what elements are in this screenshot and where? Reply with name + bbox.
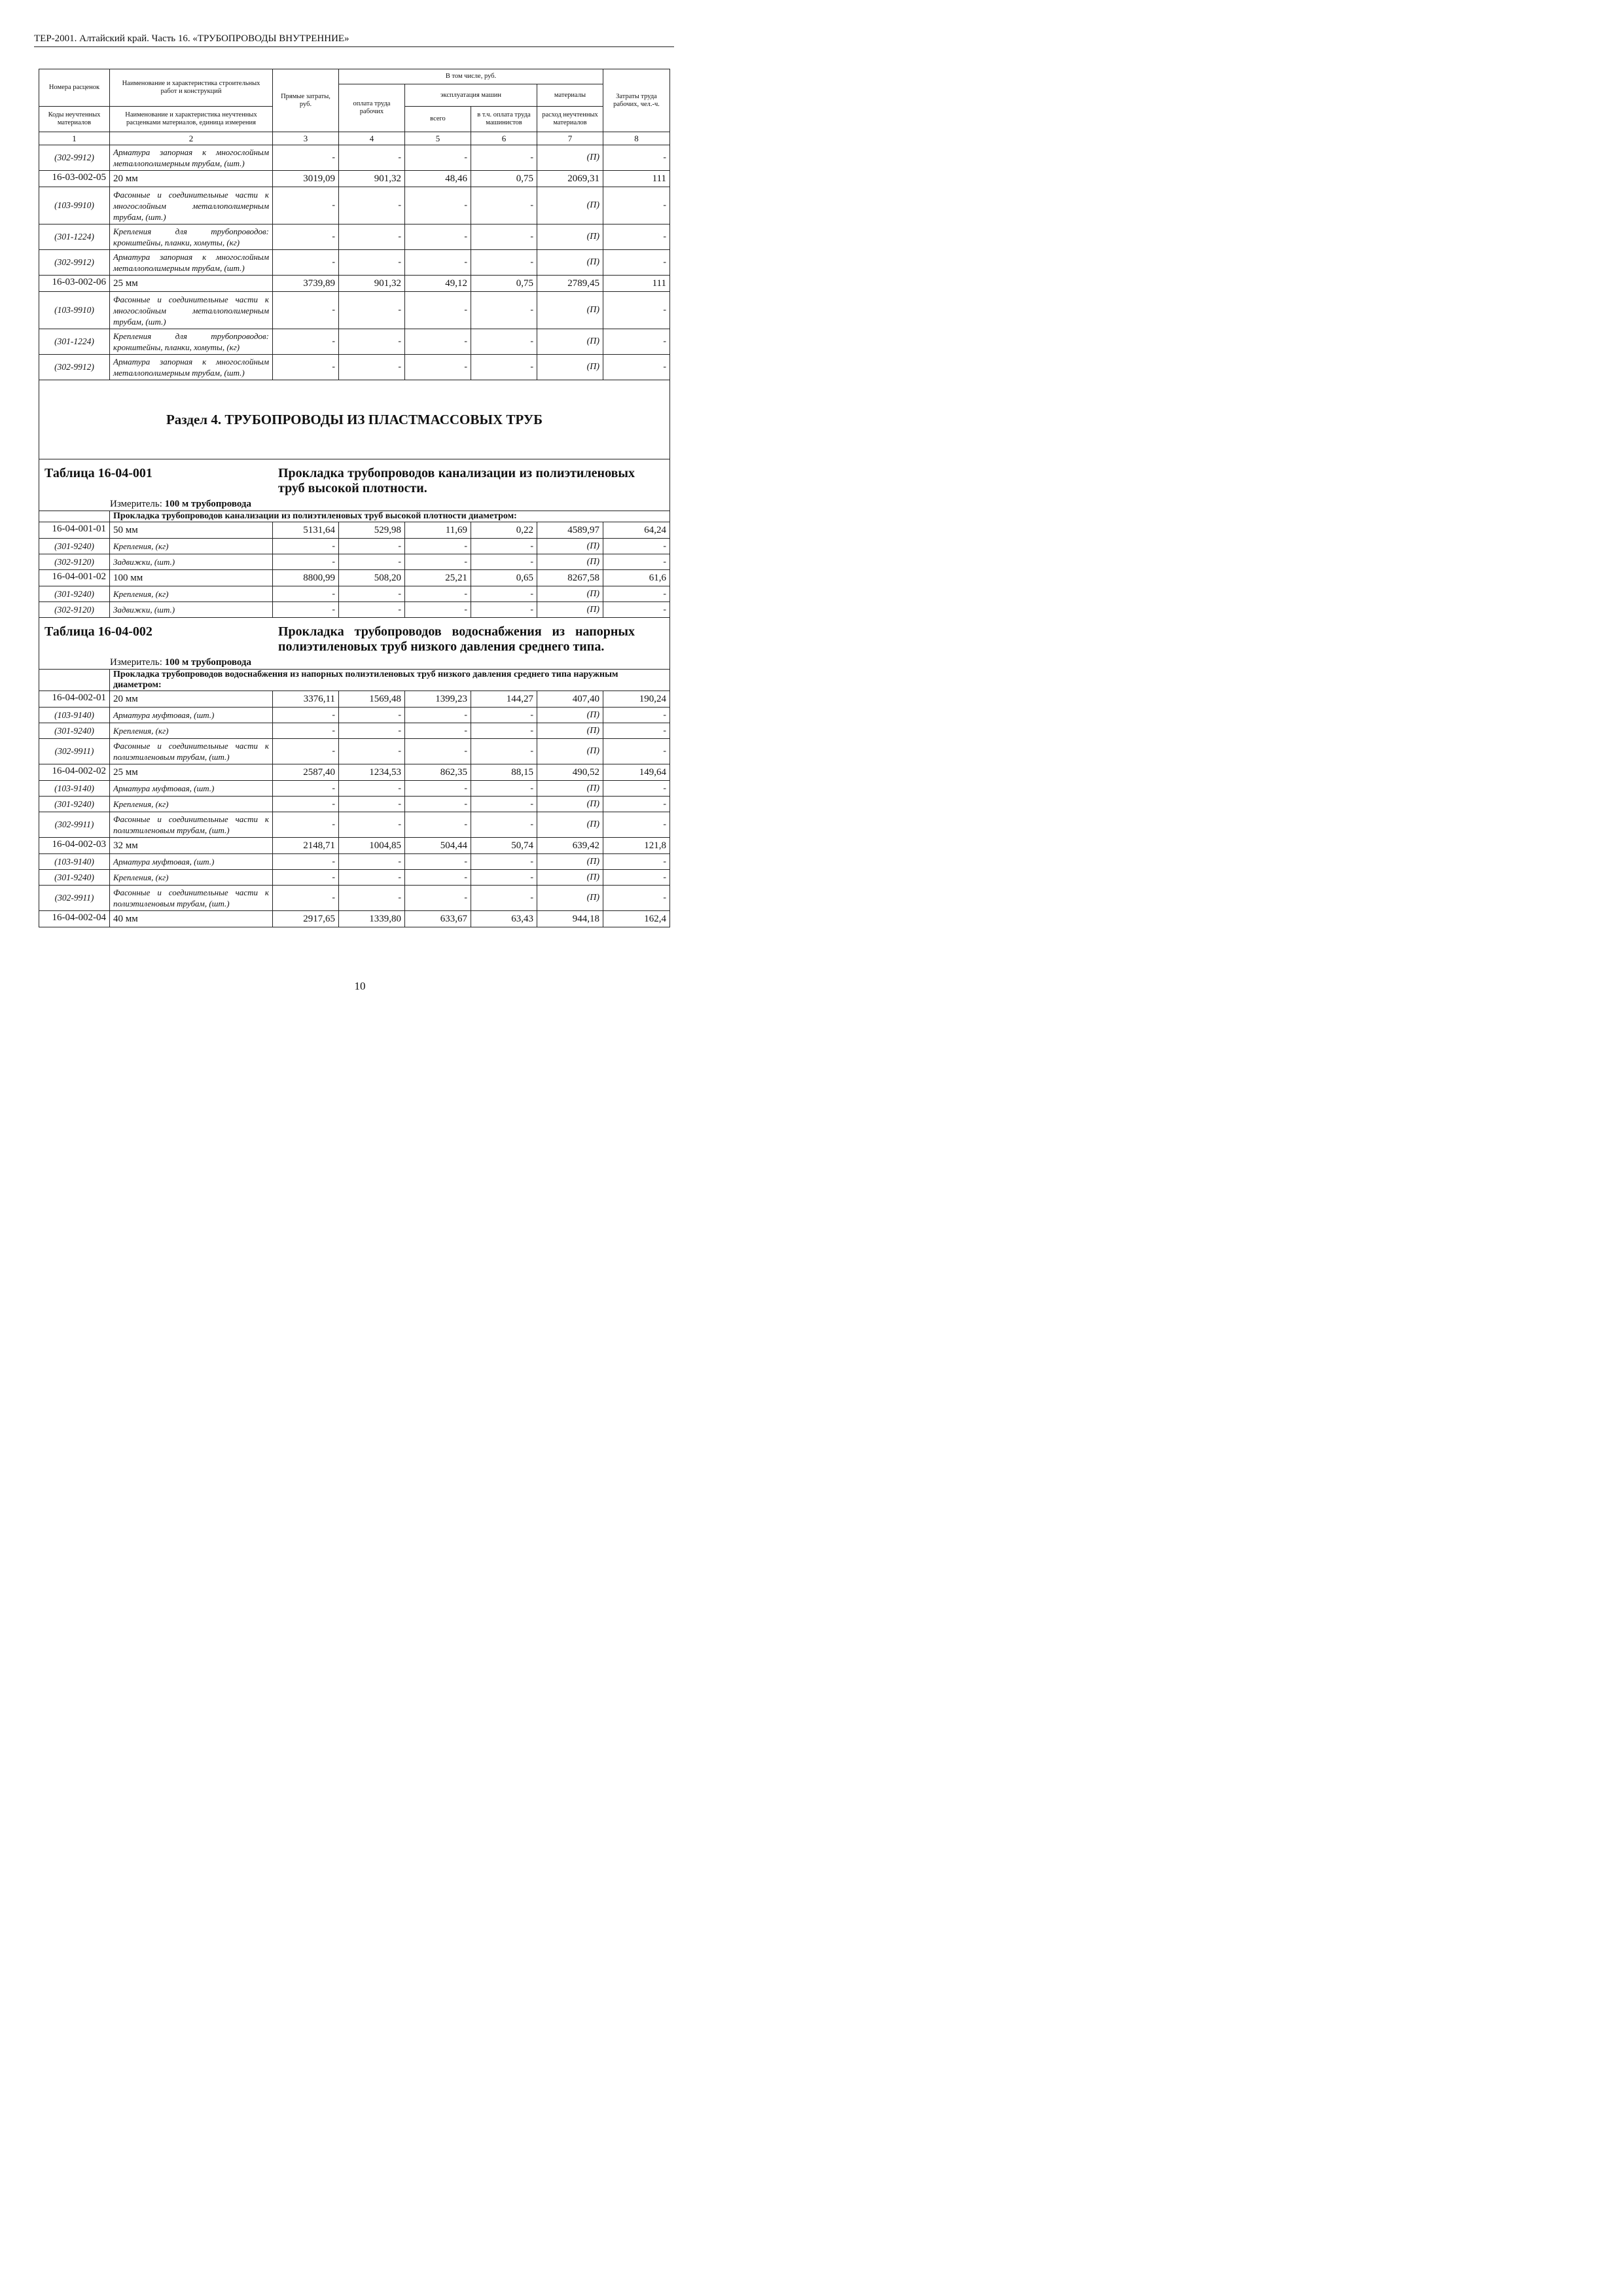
rate-value: 64,24 [603,522,670,539]
material-value: (П) [537,708,603,723]
material-value: - [339,224,405,250]
rate-value: 0,75 [471,276,537,292]
material-value: - [339,797,405,812]
material-value: - [339,723,405,739]
material-value: - [405,870,471,886]
material-name: Фасонные и соединительные части к полиэтиленовым трубам, (шт.) [110,812,273,838]
material-value: - [471,870,537,886]
table-heading [39,624,669,655]
material-value: - [339,708,405,723]
measure-label: Измеритель: [110,657,162,668]
rate-name: 20 мм [110,691,273,708]
rate-row [39,764,670,781]
material-value: - [273,812,339,838]
material-row [39,708,670,723]
rate-value: 1234,53 [339,764,405,781]
header-material-name: Наименование и характеристика неучтенных расценками материалов, единица измерения [110,107,273,132]
material-name: Арматура муфтовая, (шт.) [110,708,273,723]
material-row [39,224,670,250]
rate-code: 16-04-002-02 [39,764,110,781]
material-value: - [405,812,471,838]
material-row [39,292,670,329]
table-heading [39,466,669,496]
rate-value: 1399,23 [405,691,471,708]
material-value: - [405,187,471,224]
rate-value: 3376,11 [273,691,339,708]
rate-row [39,911,670,927]
header-labor: Затраты труда рабочих, чел.-ч. [603,69,670,132]
material-value: - [471,586,537,602]
material-value: (П) [537,812,603,838]
header-incl-rub: В том числе, руб. [339,69,603,84]
header-machine-total: всего [405,107,471,132]
material-value: - [339,854,405,870]
header-rate-no: Номера расценок [39,69,110,107]
rate-code: 16-04-001-01 [39,522,110,539]
rate-value: 862,35 [405,764,471,781]
table-measure [39,499,669,510]
material-value: - [603,854,670,870]
header-direct-costs: Прямые затраты, руб. [273,69,339,132]
rate-value: 61,6 [603,570,670,586]
rates-table [39,69,670,927]
group-left-cell [39,511,110,522]
rate-value: 144,27 [471,691,537,708]
material-value: - [603,586,670,602]
rate-name: 25 мм [110,764,273,781]
material-value: - [339,355,405,380]
material-value: (П) [537,539,603,554]
material-row [39,886,670,911]
rate-value: 2069,31 [537,171,603,187]
material-value: - [405,292,471,329]
rate-value: 111 [603,171,670,187]
rate-name: 25 мм [110,276,273,292]
material-name: Арматура запорная к многослойным металлополимерным трубам, (шт.) [110,145,273,171]
col-number: 2 [110,132,273,145]
material-code: (301-9240) [39,586,110,602]
material-value: - [339,292,405,329]
page-number: 10 [354,980,366,992]
material-value: - [471,329,537,355]
table-title-block [39,618,670,670]
measure-value: 100 м трубопровода [164,657,251,668]
measure-label: Измеритель: [110,499,162,509]
rate-name: 100 мм [110,570,273,586]
col-number: 8 [603,132,670,145]
material-value: - [339,250,405,276]
material-value: - [405,602,471,618]
material-value: - [273,797,339,812]
material-value: - [273,292,339,329]
material-row [39,602,670,618]
rate-code: 16-04-001-02 [39,570,110,586]
rate-value: 529,98 [339,522,405,539]
group-left-cell [39,670,110,691]
material-value: - [471,554,537,570]
material-value: - [405,723,471,739]
material-code: (301-9240) [39,870,110,886]
material-value: (П) [537,250,603,276]
material-code: (302-9912) [39,250,110,276]
material-value: - [273,870,339,886]
material-value: - [603,797,670,812]
material-value: - [603,870,670,886]
rate-value: 633,67 [405,911,471,927]
rate-value: 639,42 [537,838,603,854]
material-value: - [273,781,339,797]
rate-row [39,522,670,539]
material-row [39,554,670,570]
material-value: - [405,554,471,570]
col-number: 5 [405,132,471,145]
rate-name: 40 мм [110,911,273,927]
material-value: - [339,539,405,554]
material-name: Арматура запорная к многослойным металлополимерным трубам, (шт.) [110,355,273,380]
rate-row [39,838,670,854]
material-value: (П) [537,854,603,870]
table-title: Прокладка трубопроводов водоснабжения из напорных полиэтиленовых труб низкого давления среднего типа. [278,624,635,654]
material-code: (302-9911) [39,739,110,764]
material-code: (301-9240) [39,539,110,554]
rate-value: 25,21 [405,570,471,586]
material-value: - [273,708,339,723]
rate-code: 16-04-002-03 [39,838,110,854]
material-name: Фасонные и соединительные части к полиэтиленовым трубам, (шт.) [110,886,273,911]
material-value: - [471,886,537,911]
rate-value: 0,65 [471,570,537,586]
material-row [39,870,670,886]
header-codes: Коды неучтенных материалов [39,107,110,132]
col-number: 1 [39,132,110,145]
rate-value: 0,75 [471,171,537,187]
material-row [39,739,670,764]
rate-value: 162,4 [603,911,670,927]
rate-name: 32 мм [110,838,273,854]
header-machine-ops: эксплуатация машин [405,84,537,107]
material-code: (301-9240) [39,723,110,739]
material-value: - [471,355,537,380]
material-value: - [273,739,339,764]
material-value: (П) [537,797,603,812]
material-value: - [273,224,339,250]
material-value: - [405,708,471,723]
material-value: - [273,145,339,171]
material-row [39,329,670,355]
rate-value: 0,22 [471,522,537,539]
rate-value: 49,12 [405,276,471,292]
table-measure [39,657,669,668]
material-value: - [471,812,537,838]
material-code: (103-9140) [39,854,110,870]
material-name: Крепления для трубопроводов: кронштейны, планки, хомуты, (кг) [110,329,273,355]
material-value: - [405,781,471,797]
material-row [39,355,670,380]
material-name: Крепления, (кг) [110,870,273,886]
material-value: - [273,586,339,602]
material-value: - [471,797,537,812]
material-row [39,539,670,554]
group-title: Прокладка трубопроводов водоснабжения из напорных полиэтиленовых труб низкого давления среднего типа наружным диаметром: [110,670,670,691]
material-value: - [603,781,670,797]
material-value: - [471,224,537,250]
rate-value: 2917,65 [273,911,339,927]
header-materials: материалы [537,84,603,107]
rate-row [39,171,670,187]
rate-value: 1004,85 [339,838,405,854]
rate-value: 88,15 [471,764,537,781]
rate-value: 508,20 [339,570,405,586]
table-title-block [39,459,670,511]
material-value: (П) [537,329,603,355]
rate-row [39,276,670,292]
material-name: Крепления, (кг) [110,797,273,812]
material-name: Крепления для трубопроводов: кронштейны, планки, хомуты, (кг) [110,224,273,250]
material-name: Задвижки, (шт.) [110,554,273,570]
rate-value: 149,64 [603,764,670,781]
material-value: - [603,554,670,570]
rate-value: 944,18 [537,911,603,927]
rate-value: 3739,89 [273,276,339,292]
material-value: (П) [537,886,603,911]
material-value: (П) [537,723,603,739]
material-name: Арматура запорная к многослойным металлополимерным трубам, (шт.) [110,250,273,276]
rate-value: 1569,48 [339,691,405,708]
table-title: Прокладка трубопроводов канализации из полиэтиленовых труб высокой плотности. [278,466,635,495]
rate-value: 407,40 [537,691,603,708]
material-value: - [339,329,405,355]
material-value: - [471,739,537,764]
material-value: - [471,854,537,870]
material-code: (302-9911) [39,812,110,838]
material-value: - [471,250,537,276]
material-value: - [603,886,670,911]
group-row [39,511,670,522]
material-value: - [339,739,405,764]
header-work-name: Наименование и характеристика строительных работ и конструкций [110,69,273,107]
rate-value: 121,8 [603,838,670,854]
material-value: - [339,781,405,797]
material-name: Фасонные и соединительные части к многослойным металлополимерным трубам, (шт.) [110,292,273,329]
material-code: (103-9140) [39,708,110,723]
material-value: - [471,187,537,224]
material-value: - [603,187,670,224]
material-value: - [339,886,405,911]
material-value: - [603,739,670,764]
rate-value: 901,32 [339,276,405,292]
col-number: 3 [273,132,339,145]
material-value: - [405,797,471,812]
material-value: - [471,723,537,739]
rate-value: 2789,45 [537,276,603,292]
rate-row [39,691,670,708]
col-number: 6 [471,132,537,145]
material-value: - [339,586,405,602]
material-value: - [339,554,405,570]
rate-value: 2148,71 [273,838,339,854]
measure-value: 100 м трубопровода [164,499,251,509]
rate-value: 504,44 [405,838,471,854]
material-value: (П) [537,187,603,224]
material-value: - [339,145,405,171]
rate-code: 16-03-002-06 [39,276,110,292]
rate-value: 190,24 [603,691,670,708]
material-code: (103-9910) [39,187,110,224]
material-value: (П) [537,870,603,886]
material-value: - [405,224,471,250]
rate-value: 8800,99 [273,570,339,586]
material-code: (301-1224) [39,329,110,355]
material-code: (302-9912) [39,355,110,380]
material-value: - [405,586,471,602]
material-value: - [603,723,670,739]
material-value: (П) [537,781,603,797]
rate-value: 901,32 [339,171,405,187]
rate-value: 490,52 [537,764,603,781]
rate-code: 16-03-002-05 [39,171,110,187]
material-value: (П) [537,145,603,171]
material-code: (103-9910) [39,292,110,329]
table-label: Таблица 16-04-001 [45,466,152,480]
material-value: (П) [537,739,603,764]
rate-code: 16-04-002-04 [39,911,110,927]
material-value: (П) [537,292,603,329]
material-name: Арматура муфтовая, (шт.) [110,781,273,797]
material-code: (301-9240) [39,797,110,812]
material-name: Крепления, (кг) [110,723,273,739]
material-value: - [603,602,670,618]
material-value: - [471,292,537,329]
material-value: - [273,355,339,380]
material-value: (П) [537,586,603,602]
table-label: Таблица 16-04-002 [45,624,152,639]
material-value: - [339,187,405,224]
material-row [39,145,670,171]
rate-value: 4589,97 [537,522,603,539]
material-code: (103-9140) [39,781,110,797]
group-row [39,670,670,691]
material-value: - [273,602,339,618]
rate-value: 63,43 [471,911,537,927]
rate-value: 2587,40 [273,764,339,781]
material-value: - [603,708,670,723]
group-title: Прокладка трубопроводов канализации из полиэтиленовых труб высокой плотности диаметром: [110,511,670,522]
material-code: (302-9120) [39,554,110,570]
material-value: - [471,145,537,171]
material-row [39,250,670,276]
material-name: Арматура муфтовая, (шт.) [110,854,273,870]
rate-value: 5131,64 [273,522,339,539]
rate-name: 20 мм [110,171,273,187]
rate-value: 111 [603,276,670,292]
material-value: - [603,539,670,554]
header-material-usage: расход неучтенных материалов [537,107,603,132]
material-value: (П) [537,602,603,618]
material-value: - [405,854,471,870]
material-code: (302-9912) [39,145,110,171]
material-value: - [471,708,537,723]
rate-value: 48,46 [405,171,471,187]
material-value: - [603,812,670,838]
material-name: Фасонные и соединительные части к полиэтиленовым трубам, (шт.) [110,739,273,764]
material-code: (301-1224) [39,224,110,250]
material-row [39,854,670,870]
material-value: - [273,723,339,739]
material-value: - [273,187,339,224]
material-value: - [471,539,537,554]
material-value: - [273,854,339,870]
material-value: - [471,602,537,618]
material-value: - [273,329,339,355]
material-row [39,812,670,838]
material-value: - [603,292,670,329]
material-value: - [471,781,537,797]
material-value: - [273,250,339,276]
material-value: - [603,250,670,276]
rate-name: 50 мм [110,522,273,539]
material-value: - [405,355,471,380]
section-title: Раздел 4. ТРУБОПРОВОДЫ ИЗ ПЛАСТМАССОВЫХ ТРУБ [39,380,670,459]
rate-value: 8267,58 [537,570,603,586]
rate-row [39,570,670,586]
material-name: Крепления, (кг) [110,586,273,602]
page-header: ТЕР-2001. Алтайский край. Часть 16. «ТРУБОПРОВОДЫ ВНУТРЕННИЕ» [34,33,674,47]
material-value: - [405,739,471,764]
rate-value: 3019,09 [273,171,339,187]
material-code: (302-9120) [39,602,110,618]
material-value: - [405,886,471,911]
material-row [39,586,670,602]
material-value: (П) [537,224,603,250]
material-name: Крепления, (кг) [110,539,273,554]
material-value: - [339,602,405,618]
material-name: Фасонные и соединительные части к многослойным металлополимерным трубам, (шт.) [110,187,273,224]
material-value: - [339,870,405,886]
material-value: - [405,145,471,171]
material-value: (П) [537,355,603,380]
rate-value: 50,74 [471,838,537,854]
material-value: - [273,539,339,554]
material-value: (П) [537,554,603,570]
material-value: - [603,329,670,355]
material-value: - [405,250,471,276]
col-number: 4 [339,132,405,145]
col-number: 7 [537,132,603,145]
material-name: Задвижки, (шт.) [110,602,273,618]
header-driver-wages: в т.ч. оплата труда машинистов [471,107,537,132]
material-row [39,723,670,739]
table-title-row [39,618,670,670]
material-value: - [603,224,670,250]
material-value: - [405,539,471,554]
table-title-row [39,459,670,511]
rate-value: 1339,80 [339,911,405,927]
material-row [39,797,670,812]
material-value: - [273,554,339,570]
material-value: - [603,355,670,380]
material-value: - [405,329,471,355]
material-value: - [603,145,670,171]
rate-value: 11,69 [405,522,471,539]
material-code: (302-9911) [39,886,110,911]
material-row [39,187,670,224]
material-row [39,781,670,797]
header-wages: оплата труда рабочих [339,84,405,132]
material-value: - [273,886,339,911]
material-value: - [339,812,405,838]
rate-code: 16-04-002-01 [39,691,110,708]
